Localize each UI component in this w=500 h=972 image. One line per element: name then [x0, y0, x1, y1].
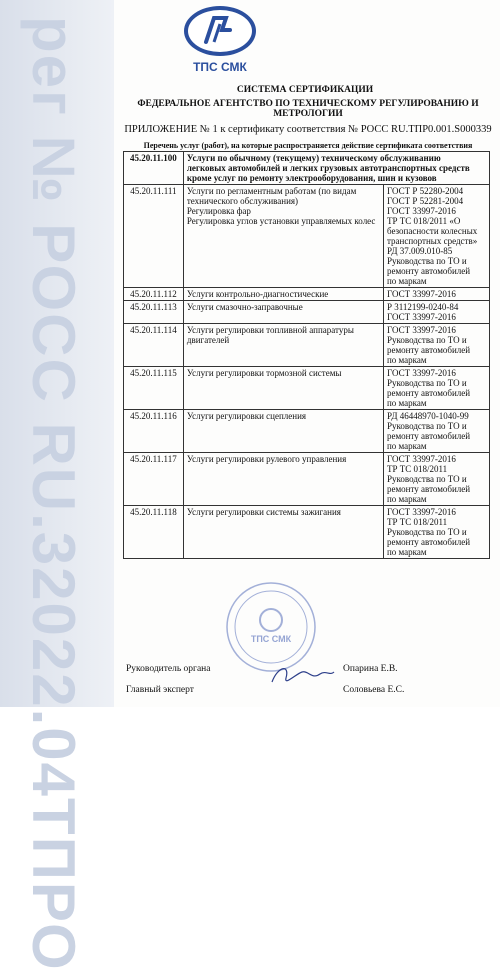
- head-service-line: кроме услуг по ремонту электрооборудования, шин и кузовов: [186, 173, 437, 183]
- standard-line: РД 37.009.010-85: [386, 246, 453, 256]
- standard-line: ГОСТ 33997-2016: [386, 454, 456, 464]
- standard-line: по маркам: [386, 494, 427, 504]
- service-name: [183, 367, 383, 410]
- signature-name-2: Соловьева Е.С.: [343, 685, 405, 695]
- agency-title: ФЕДЕРАЛЬНОЕ АГЕНТСТВО ПО ТЕХНИЧЕСКОМУ РЕГУЛИРОВАНИЮ И МЕТРОЛОГИИ: [137, 99, 479, 119]
- registration-number: рег № РОСС RU.32022.04ТПРО: [20, 16, 87, 972]
- head-code: 45.20.11.100: [124, 152, 184, 185]
- standard-line: ГОСТ 33997-2016: [386, 368, 456, 378]
- service-standards: [383, 453, 489, 506]
- appendix-title: ПРИЛОЖЕНИЕ № 1 к сертификату соответствия № РОСС RU.ТПР0.001.S000339: [124, 124, 492, 135]
- standard-line: ГОСТ 33997-2016: [386, 325, 456, 335]
- service-standards: [383, 324, 489, 367]
- table-row: [124, 185, 490, 288]
- service-line: Услуги регулировки сцепления: [186, 411, 307, 421]
- standard-line: Руководства по ТО и: [386, 256, 467, 266]
- table-row: [124, 301, 490, 324]
- service-line: двигателей: [186, 335, 230, 345]
- service-name: [183, 288, 383, 301]
- service-standards: [383, 367, 489, 410]
- service-code: 45.20.11.113: [124, 301, 184, 324]
- table-row: [124, 506, 490, 559]
- table-row: [124, 288, 490, 301]
- standard-line: ТР ТС 018/2011: [386, 517, 448, 527]
- signature-role-2: Главный эксперт: [126, 685, 194, 695]
- standard-line: ремонту автомобилей: [386, 431, 471, 441]
- head-service: [183, 152, 489, 185]
- standard-line: ТР ТС 018/2011 «О: [386, 216, 461, 226]
- standard-line: Руководства по ТО и: [386, 527, 467, 537]
- table-row: [124, 324, 490, 367]
- service-line: Услуги регулировки рулевого управления: [186, 454, 347, 464]
- table-row-head: [124, 152, 490, 185]
- standard-line: безопасности колесных: [386, 226, 478, 236]
- service-code: 45.20.11.116: [124, 410, 184, 453]
- standard-line: ГОСТ 33997-2016: [386, 507, 456, 517]
- service-line: Услуги регулировки топливной аппаратуры: [186, 325, 354, 335]
- standard-line: ГОСТ 33997-2016: [386, 289, 456, 299]
- service-line: Услуги по регламентным работам (по видам: [186, 186, 357, 196]
- list-title: Перечень услуг (работ), на которые распространяется действие сертификата соответствия: [143, 141, 473, 150]
- standard-line: по маркам: [386, 355, 427, 365]
- service-standards: [383, 301, 489, 324]
- standard-line: по маркам: [386, 547, 427, 557]
- standard-line: Руководства по ТО и: [386, 378, 467, 388]
- service-line: Услуги контрольно-диагностические: [186, 289, 329, 299]
- service-name: [183, 410, 383, 453]
- service-code: 45.20.11.115: [124, 367, 184, 410]
- standard-line: ГОСТ 33997-2016: [386, 206, 456, 216]
- table-row: [124, 367, 490, 410]
- signature-name-1: Опарина Е.В.: [343, 664, 398, 674]
- standard-line: по маркам: [386, 398, 427, 408]
- service-name: [183, 185, 383, 288]
- service-standards: [383, 410, 489, 453]
- table-row: [124, 410, 490, 453]
- service-line: Услуги регулировки тормозной системы: [186, 368, 342, 378]
- service-standards: [383, 185, 489, 288]
- logo-mark-icon: [200, 12, 240, 50]
- system-title: СИСТЕМА СЕРТИФИКАЦИИ: [236, 85, 374, 95]
- standard-line: РД 46448970-1040-99: [386, 411, 469, 421]
- handwritten-signature: [268, 660, 338, 690]
- service-line: Регулировка углов установки управляемых колес: [186, 216, 376, 226]
- standard-line: ремонту автомобилей: [386, 537, 471, 547]
- standard-line: Руководства по ТО и: [386, 421, 467, 431]
- head-service-line: легковых автомобилей и легких грузовых автотранспортных средств: [186, 163, 470, 173]
- service-standards: [383, 506, 489, 559]
- service-line: Услуги смазочно-заправочные: [186, 302, 303, 312]
- standard-line: Р 3112199-0240-84: [386, 302, 459, 312]
- service-code: 45.20.11.118: [124, 506, 184, 559]
- standard-line: по маркам: [386, 441, 427, 451]
- service-code: 45.20.11.112: [124, 288, 184, 301]
- services-table: [123, 151, 490, 559]
- head-service-line: Услуги по обычному (текущему) техническому обслуживанию: [186, 153, 441, 163]
- standard-line: ремонту автомобилей: [386, 388, 471, 398]
- service-code: 45.20.11.114: [124, 324, 184, 367]
- standard-line: ГОСТ 33997-2016: [386, 312, 456, 322]
- signature-role-1: Руководитель органа: [126, 664, 211, 674]
- standard-line: ТР ТС 018/2011: [386, 464, 448, 474]
- standard-line: Руководства по ТО и: [386, 335, 467, 345]
- standard-line: Руководства по ТО и: [386, 474, 467, 484]
- service-code: 45.20.11.117: [124, 453, 184, 506]
- service-line: технического обслуживания): [186, 196, 299, 206]
- service-name: [183, 301, 383, 324]
- standard-line: ремонту автомобилей: [386, 484, 471, 494]
- logo-text: ТПС СМК: [193, 60, 247, 74]
- stamp-text: ТПС СМК: [250, 634, 292, 644]
- service-standards: [383, 288, 489, 301]
- standard-line: по маркам: [386, 276, 427, 286]
- service-name: [183, 324, 383, 367]
- standard-line: ремонту автомобилей: [386, 266, 471, 276]
- tps-smk-logo: [166, 6, 274, 80]
- standard-line: ремонту автомобилей: [386, 345, 471, 355]
- service-code: 45.20.11.111: [124, 185, 184, 288]
- registration-watermark: [11, 16, 95, 972]
- table-row: [124, 453, 490, 506]
- service-name: [183, 506, 383, 559]
- standard-line: транспортных средств»: [386, 236, 478, 246]
- standard-line: ГОСТ Р 52281-2004: [386, 196, 464, 206]
- standard-line: ГОСТ Р 52280-2004: [386, 186, 464, 196]
- service-name: [183, 453, 383, 506]
- service-line: Регулировка фар: [186, 206, 251, 216]
- service-line: Услуги регулировки системы зажигания: [186, 507, 341, 517]
